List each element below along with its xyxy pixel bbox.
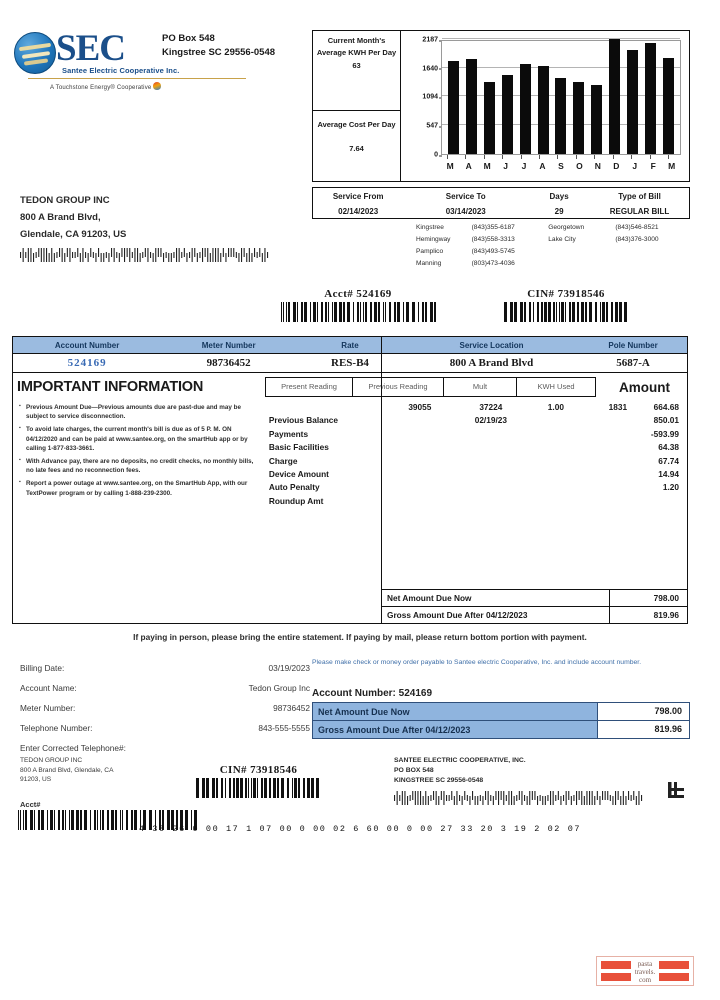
detail-vertical-divider [381, 337, 382, 623]
charge-amount: 64.38 [658, 442, 679, 453]
present-reading-header: Present Reading [266, 378, 353, 396]
chart-x-label: F [650, 161, 656, 171]
office-phone-list [416, 222, 692, 270]
mult-header: Mult [444, 378, 517, 396]
charge-kwh [585, 441, 651, 454]
chart-y-tick: 547 [426, 122, 438, 130]
charge-present-reading [385, 495, 455, 508]
footer-line1: pasta [637, 960, 653, 968]
charge-present-reading [385, 481, 455, 494]
chart-x-label: J [503, 161, 508, 171]
account-col-value: RES-B4 [331, 357, 369, 369]
kwh-used-header: KWH Used [537, 382, 575, 391]
chart-x-label: M [483, 161, 491, 171]
office-phone[interactable]: (803)473-4036 [471, 260, 515, 267]
stub-net-row [313, 703, 689, 721]
remit-customer-line1: TEDON GROUP INC [20, 757, 83, 764]
charge-previous-reading [455, 441, 527, 454]
chart-bar [609, 39, 620, 154]
detail-body [13, 399, 687, 508]
office-city-2 [548, 246, 615, 258]
charge-kwh [585, 481, 651, 494]
chart-bar [538, 66, 549, 154]
charge-previous-reading [455, 481, 527, 494]
logo-initials: SEC [56, 28, 125, 69]
charge-previous-reading [455, 428, 527, 441]
charge-amount: 14.94 [658, 469, 679, 480]
usage-chart-panel [312, 30, 690, 182]
charge-amount: 1.20 [662, 482, 679, 493]
account-col-header: Rate [341, 340, 359, 350]
charge-amount: 664.68 [653, 402, 679, 412]
chart-bar [502, 75, 513, 154]
charge-present-reading [385, 428, 455, 441]
stub-label: Telephone Number: [20, 723, 93, 733]
office-city-2 [548, 258, 615, 270]
charge-desc: Charge [268, 455, 298, 466]
remit-cin-label: CIN# 73918546 [219, 764, 298, 776]
bill-type-label: Type of Bill [618, 192, 661, 201]
office-city-2: Georgetown [548, 224, 585, 231]
chart-x-label: J [521, 161, 527, 171]
account-table-values [13, 354, 687, 373]
charge-row [261, 455, 687, 468]
remit-customer-block [20, 756, 113, 785]
chart-x-label: D [613, 161, 620, 171]
charge-mult: 1.00 [547, 402, 564, 412]
stub-gross-row [313, 721, 689, 738]
office-phone-2[interactable]: (843)546-8521 [615, 224, 659, 231]
charge-kwh [585, 468, 651, 481]
charge-row [261, 468, 687, 481]
chart-bars [442, 41, 680, 154]
net-due-row [381, 590, 687, 607]
important-info-header-row [13, 373, 687, 399]
gross-due-value: 819.96 [609, 607, 687, 623]
qr-code-icon [668, 782, 684, 798]
avg-cost-cell [313, 111, 400, 181]
account-col-value: 98736452 [206, 357, 251, 369]
chart-bar [645, 43, 656, 154]
po-city-line: Kingstree SC 29556-0548 [162, 47, 276, 58]
customer-name: TEDON GROUP INC [20, 195, 110, 206]
chart-bar [520, 64, 531, 154]
company-tagline [50, 82, 161, 91]
remit-customer-line3: 91203, US [20, 776, 52, 784]
stub-value: 843-555-5555 [258, 723, 310, 733]
charge-previous-reading [455, 468, 527, 481]
chart-x-label: A [465, 161, 472, 171]
stub-net-value: 798.00 [597, 703, 689, 720]
payment-instructions: Please make check or money order payable to Santee electric Cooperative, Inc. and include account number. [312, 659, 642, 666]
charge-mult [527, 495, 585, 508]
important-note: ▪ To avoid late charges, the current month's bill is due as of 5 P. M. ON 04/12/2020 and can be paid at www.santee.org, on the smartHub app or by calling 1-877-833-3661. [19, 425, 255, 453]
charge-desc: Roundup Amt [268, 495, 324, 506]
chart-bar [555, 78, 566, 154]
stub-detail-list [20, 658, 310, 758]
service-to-label: Service To [445, 192, 486, 201]
stub-gross-value: 819.96 [597, 721, 689, 738]
flame-icon [153, 82, 161, 90]
stub-row [20, 678, 310, 698]
account-col-value: 524169 [67, 357, 107, 369]
avg-cost-label: Average Cost Per Day [317, 120, 396, 129]
charge-kwh [585, 428, 651, 441]
account-col-header: Pole Number [608, 340, 658, 350]
office-row [416, 246, 692, 258]
account-col-header: Account Number [54, 340, 120, 350]
remit-customer-line2: 800 A Brand Blvd, Glendale, CA [20, 766, 114, 774]
charge-desc: Device Amount [268, 469, 329, 480]
footer-logo [596, 956, 694, 986]
company-name: Santee Electric Cooperative Inc. [62, 66, 180, 75]
charge-previous-reading: 37224 [479, 402, 503, 412]
remit-company-line1: SANTEE ELECTRIC COOPERATIVE, INC. [394, 757, 526, 764]
footer-line3: com [638, 976, 652, 984]
chart-y-axis [401, 36, 441, 159]
intelligent-mail-barcode [20, 247, 270, 263]
charge-previous-reading: 02/19/23 [474, 415, 507, 426]
service-to-cell [403, 188, 528, 218]
days-value: 29 [554, 207, 564, 216]
remit-company-block [394, 756, 644, 810]
days-label: Days [549, 192, 569, 201]
account-col-header: Meter Number [201, 340, 256, 350]
office-phone[interactable]: (843)493-5745 [471, 248, 515, 255]
charge-mult [527, 428, 585, 441]
avg-kwh-cell [313, 31, 400, 111]
footer-line2: travels. [634, 968, 656, 976]
stub-label: Billing Date: [20, 663, 65, 673]
service-period-table [312, 187, 690, 219]
office-row [416, 258, 692, 270]
office-row [416, 222, 692, 234]
chart-y-tick: 2187 [422, 36, 438, 44]
chart-x-labels [441, 159, 681, 173]
chart-y-tick: 1094 [422, 93, 438, 101]
logo-divider [28, 78, 246, 79]
remit-cin-barcode [196, 778, 321, 798]
remit-intelligent-mail-barcode [394, 790, 644, 806]
chart-x-label: N [594, 161, 601, 171]
charge-desc: Previous Balance [268, 415, 339, 426]
avg-kwh-value: 63 [352, 61, 361, 70]
chart-x-label: M [446, 161, 454, 171]
charge-previous-reading [455, 455, 527, 468]
office-city: Manning [416, 260, 442, 267]
stub-label: Account Name: [20, 683, 77, 693]
chart-bar [466, 59, 477, 154]
stub-net-label: Net Amount Due Now [318, 706, 410, 717]
net-due-label: Net Amount Due Now [387, 593, 472, 603]
chart-summary-column [313, 31, 401, 181]
bill-type-cell [590, 188, 689, 218]
micr-line: 4 30 26 0 00 17 1 07 00 0 00 02 6 60 00 0 00 27 33 20 3 19 2 02 07 [138, 824, 582, 834]
customer-city-state: Glendale, CA 91203, US [20, 229, 127, 240]
charge-desc [261, 401, 385, 414]
charge-row [261, 428, 687, 441]
account-barcode-block [268, 288, 448, 327]
service-from-label: Service From [332, 192, 384, 201]
stub-row [20, 658, 310, 678]
charge-row [261, 441, 687, 454]
account-col-value: 800 A Brand Blvd [449, 357, 534, 369]
remit-company-line3: KINGSTREE SC 29556-0548 [394, 777, 484, 784]
stub-value: Tedon Group Inc [248, 683, 310, 693]
charge-amount [651, 495, 687, 508]
charge-row [261, 481, 687, 494]
cin-barcode [504, 302, 629, 322]
service-from-cell [313, 188, 403, 218]
service-to-value: 03/14/2023 [445, 207, 486, 216]
chart-plot [441, 40, 681, 155]
stub-account-number: Account Number: 524169 [312, 688, 433, 699]
chart-bar [663, 58, 674, 154]
office-phone-2[interactable] [615, 258, 692, 270]
charge-desc: Auto Penalty [268, 482, 320, 493]
amount-due-summary [381, 589, 687, 623]
stub-value: 03/19/2023 [268, 663, 310, 673]
charge-amount: 850.01 [653, 415, 679, 426]
charge-mult [527, 441, 585, 454]
charge-previous-reading [455, 495, 527, 508]
stub-label: Enter Corrected Telephone#: [20, 743, 126, 753]
avg-cost-value: 7.64 [349, 143, 364, 153]
office-phone[interactable]: (843)355-6187 [471, 224, 515, 231]
office-city: Pamplico [416, 248, 444, 255]
important-note: ▪ Report a power outage at www.santee.org, on the SmartHub App, with our TextPower program or by calling 1-888-239-2300. [19, 479, 255, 497]
gross-due-row [381, 607, 687, 623]
customer-address-block [20, 192, 270, 269]
reading-column-headers [265, 377, 596, 397]
charge-present-reading [385, 455, 455, 468]
chart-x-label: M [668, 161, 676, 171]
globe-icon [14, 32, 56, 74]
account-barcode-label: Acct# 524169 [324, 288, 392, 300]
charge-present-reading [385, 468, 455, 481]
charges-list [261, 399, 687, 508]
chart-bar [591, 85, 602, 154]
charge-kwh [585, 455, 651, 468]
account-barcode [281, 302, 436, 322]
important-note: ▪ With Advance pay, there are no deposits, no credit checks, no monthly bills, no late fees and no reconnection fees. [19, 457, 255, 475]
service-from-value: 02/14/2023 [338, 207, 379, 216]
remit-cin-block [196, 764, 321, 803]
charge-kwh: 1831 [608, 402, 628, 412]
chart-gridline [442, 38, 680, 39]
office-row [416, 234, 692, 246]
chart-x-label: J [632, 161, 638, 171]
charge-desc: Basic Facilities [268, 442, 329, 453]
stub-gross-label: Gross Amount Due After 04/12/2023 [318, 724, 471, 735]
cin-barcode-label: CIN# 73918546 [527, 288, 605, 300]
charge-row [261, 401, 687, 414]
charge-amount: -593.99 [650, 428, 679, 439]
avg-kwh-label: Current Month's Average KWH Per Day [316, 36, 397, 57]
charge-present-reading [385, 414, 455, 427]
remit-acct-label: Acct# [20, 800, 41, 809]
stub-row [20, 718, 310, 738]
chart-y-tick: 0 [434, 151, 438, 159]
remit-company-line2: PO BOX 548 [394, 767, 434, 774]
previous-reading-header: Previous Reading [353, 378, 444, 396]
stub-row [20, 698, 310, 718]
office-phone-2[interactable]: (843)376-3000 [615, 236, 659, 243]
chart-bar [448, 61, 459, 154]
office-phone-2[interactable] [615, 246, 692, 258]
office-city: Hemingway [416, 236, 451, 243]
chart-bar [627, 50, 638, 154]
important-notes-list [13, 399, 261, 508]
tear-line-note: If paying in person, please bring the entire statement. If paying by mail, please return bottom portion with payment. [133, 632, 587, 642]
charge-mult [527, 455, 585, 468]
bill-type-value: REGULAR BILL [609, 207, 670, 216]
customer-address: 800 A Brand Blvd, [20, 212, 101, 223]
charge-mult [527, 468, 585, 481]
office-phone[interactable]: (843)558-3313 [471, 236, 515, 243]
chart-bar [484, 82, 495, 154]
chart-y-tick: 1640 [422, 65, 438, 73]
charge-row [261, 495, 687, 508]
charge-present-reading [385, 441, 455, 454]
charge-kwh [585, 414, 651, 427]
tagline-text: A Touchstone Energy® Cooperative [50, 85, 152, 91]
important-information-title: IMPORTANT INFORMATION [17, 379, 204, 395]
service-days-cell [528, 188, 590, 218]
charge-mult [527, 414, 585, 427]
chart-bar [573, 82, 584, 154]
account-col-header: Service Location [459, 340, 524, 350]
net-due-value: 798.00 [609, 590, 687, 606]
company-po-address [162, 32, 275, 60]
charge-amount: 67.74 [658, 455, 679, 466]
office-city: Kingstree [416, 224, 444, 231]
charge-present-reading: 39055 [408, 402, 432, 412]
charge-row [261, 414, 687, 427]
chart-x-label: S [558, 161, 564, 171]
amount-header: Amount [619, 379, 670, 395]
account-col-value: 5687-A [616, 357, 650, 369]
charge-kwh [585, 495, 651, 508]
stub-value: 98736452 [273, 703, 310, 713]
gross-due-label: Gross Amount Due After 04/12/2023 [387, 610, 528, 620]
footer-logo-text [597, 960, 693, 984]
stub-label: Meter Number: [20, 703, 76, 713]
office-city-2: Lake City [548, 236, 576, 243]
account-table-header [13, 337, 687, 354]
charge-desc: Payments [268, 428, 309, 439]
important-note: ▪ Previous Amount Due—Previous amounts due are past-due and may be subject to service disconnection. [19, 403, 255, 421]
bill-detail-table [12, 336, 688, 624]
stub-amount-due-box [312, 702, 690, 739]
po-box-line: PO Box 548 [162, 33, 215, 44]
chart-x-label: O [576, 161, 583, 171]
chart-plot-area [401, 31, 689, 181]
chart-x-label: A [539, 161, 546, 171]
stub-row [20, 738, 310, 758]
cin-barcode-block [466, 288, 666, 327]
charge-mult [527, 481, 585, 494]
